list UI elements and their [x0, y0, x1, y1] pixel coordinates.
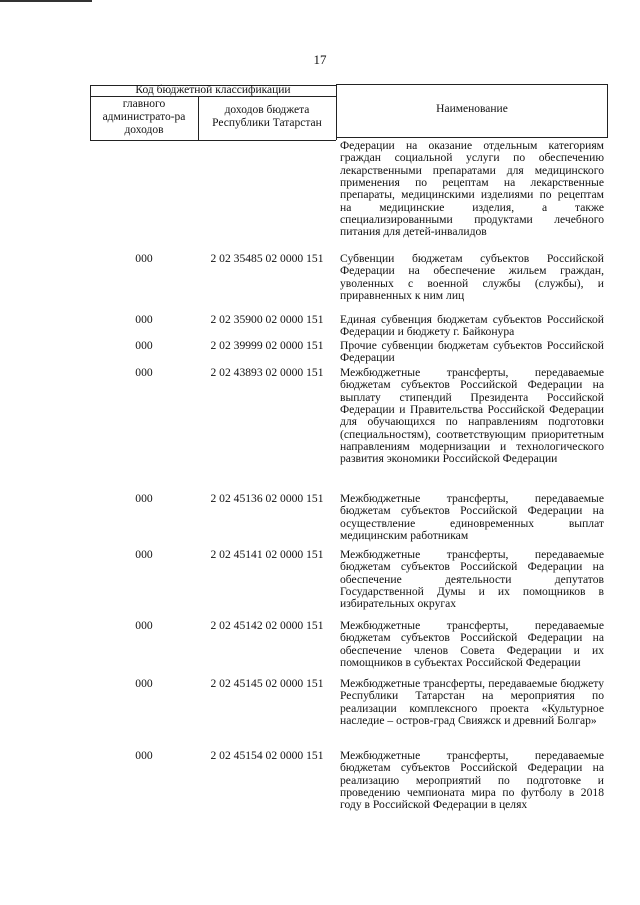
header-admin-code: главного администрато-ра доходов — [102, 98, 186, 136]
row-income-code: 2 02 45154 02 0000 151 — [210, 749, 324, 762]
row-income-code: 2 02 45141 02 0000 151 — [210, 548, 324, 561]
row-name: Межбюджетные трансферты, передаваемые бюджетам субъектов Российской Федерации на реализацию мероприятий по подготовке и проведению чемпионата мира по футболу в 2018 году в Российской Федерации в целях — [340, 749, 604, 812]
row-name: Субвенции бюджетам субъектов Российской Федерации на обеспечение жильем граждан, уволенных с военной службы (службы), и приравненных к ним лиц — [340, 252, 604, 303]
row-income-code: 2 02 39999 02 0000 151 — [210, 339, 324, 352]
row-income-code: 2 02 45145 02 0000 151 — [210, 677, 324, 690]
row-income-code: 2 02 35485 02 0000 151 — [210, 252, 324, 265]
header-right-border — [607, 84, 608, 137]
table-row — [90, 549, 608, 620]
row-admin-code — [90, 140, 198, 253]
row-admin-code: 000 — [135, 677, 153, 690]
header-group-title: Код бюджетной классификации — [135, 84, 291, 96]
table-row — [90, 340, 608, 367]
row-name: Межбюджетные трансферты, передаваемые бюджетам субъектов Российской Федерации на осуществление единовременных выплат медицинским работникам — [340, 492, 604, 543]
scan-corner-mark — [0, 0, 92, 2]
row-income-code: 2 02 45142 02 0000 151 — [210, 619, 324, 632]
row-admin-code: 000 — [135, 339, 153, 352]
table-row — [90, 678, 608, 750]
row-name: Межбюджетные трансферты, передаваемые бюджетам субъектов Российской Федерации на обеспечение деятельности депутатов Государственной Думы и их помощников в избирательных округах — [340, 548, 604, 611]
row-income-code — [198, 140, 336, 253]
row-admin-code: 000 — [135, 749, 153, 762]
page-number: 17 — [313, 52, 327, 67]
table-row — [90, 253, 608, 314]
row-admin-code: 000 — [135, 619, 153, 632]
row-admin-code: 000 — [135, 492, 153, 505]
row-income-code: 2 02 35900 02 0000 151 — [210, 313, 324, 326]
row-income-code: 2 02 45136 02 0000 151 — [210, 492, 324, 505]
row-admin-code: 000 — [135, 366, 153, 379]
row-admin-code: 000 — [135, 313, 153, 326]
header-top-rule-right — [336, 84, 608, 85]
table-row — [90, 750, 608, 822]
row-income-code: 2 02 43893 02 0000 151 — [210, 366, 324, 379]
header-bottom-rule-right — [336, 137, 608, 138]
row-name: Единая субвенция бюджетам субъектов Российской Федерации и бюджету г. Байконура — [340, 313, 604, 339]
header-income-code: доходов бюджета Республики Татарстан — [212, 104, 322, 129]
header-col-divider-2 — [336, 85, 337, 140]
table-row — [90, 140, 608, 253]
row-name: Прочие субвенции бюджетам субъектов Российской Федерации — [340, 339, 604, 365]
table-row — [90, 493, 608, 549]
row-admin-code: 000 — [135, 252, 153, 265]
row-name: Межбюджетные трансферты, передаваемые бюджетам субъектов Российской Федерации на выплату стипендий Президента Российской Федерации и Правительства Российской Федерации для обучающихся по направлениям подготовки (специальностям), соответствующим приоритетным направлениям модернизации и технологического развития экономики Российской Федерации — [340, 366, 604, 466]
row-name: Межбюджетные трансферты, передаваемые бюджетам субъектов Российской Федерации на обеспечение членов Совета Федерации и их помощников в субъектах Российской Федерации — [340, 619, 604, 670]
table-row — [90, 367, 608, 493]
row-admin-code: 000 — [135, 548, 153, 561]
header-col-divider-1 — [198, 96, 199, 140]
header-name: Наименование — [436, 103, 508, 115]
row-name: Межбюджетные трансферты, передаваемые бюджету Республики Татарстан на мероприятия по реализации комплексного проекта «Культурное наследие – остров-град Свияжск и древний Болгар» — [340, 677, 604, 728]
table-body — [90, 140, 608, 822]
table-header — [90, 85, 608, 140]
row-name: Федерации на оказание отдельным категориям граждан социальной услуги по обеспечению лекарственными препаратами для медицинского применения по рецептам на лекарственные препараты, медицинскими изделиями по рецептам на медицинские изделия, а также специализированными продуктами лечебного питания для детей-инвалидов — [340, 139, 604, 239]
table-row — [90, 620, 608, 678]
table-row — [90, 314, 608, 340]
